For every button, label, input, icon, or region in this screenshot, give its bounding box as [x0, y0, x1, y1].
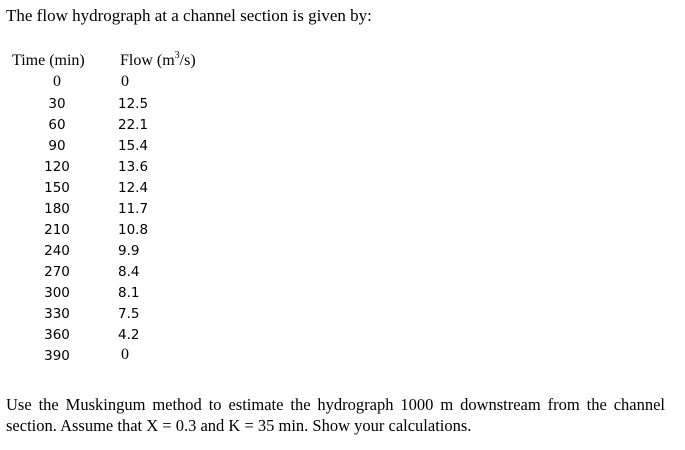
time-cell: 240 [44, 243, 70, 259]
hydrograph-table [0, 72, 260, 366]
flow-header-prefix: Flow (m [120, 52, 175, 69]
flow-header-suffix: /s) [179, 52, 196, 69]
flow-cell: 8.1 [118, 285, 140, 301]
table-row [0, 303, 260, 324]
time-cell: 90 [48, 138, 66, 154]
flow-cell: 13.6 [118, 159, 149, 175]
flow-cell: 12.4 [118, 180, 149, 196]
flow-cell: 9.9 [118, 243, 140, 259]
flow-cell: 8.4 [118, 264, 140, 280]
table-row [0, 198, 260, 219]
time-cell: 330 [44, 306, 70, 322]
time-cell: 270 [44, 264, 70, 280]
flow-header-exponent: 3 [174, 50, 180, 61]
time-cell: 120 [44, 159, 70, 175]
table-row [0, 324, 260, 345]
table-row [0, 282, 260, 303]
table-row [0, 219, 260, 240]
table-row [0, 261, 260, 282]
question-text: Use the Muskingum method to estimate the hydrograph 1000 m downstream from the channel section. Assume that X = 0.3 and K = 35 min. Show your calculations. [6, 395, 665, 435]
flow-cell: 11.7 [118, 201, 149, 217]
table-row [0, 72, 260, 93]
flow-cell: 0 [121, 346, 129, 363]
flow-column-header [120, 52, 196, 70]
time-cell: 30 [48, 96, 66, 112]
time-cell: 0 [53, 73, 61, 90]
table-row [0, 135, 260, 156]
time-cell: 390 [44, 348, 70, 364]
flow-cell: 10.8 [118, 222, 149, 238]
time-cell: 210 [44, 222, 70, 238]
time-cell: 180 [44, 201, 70, 217]
time-cell: 300 [44, 285, 70, 301]
intro-text: The flow hydrograph at a channel section is given by: [6, 6, 372, 25]
table-row [0, 240, 260, 261]
time-cell: 150 [44, 180, 70, 196]
table-row [0, 345, 260, 366]
flow-cell: 12.5 [118, 96, 149, 112]
table-row [0, 156, 260, 177]
table-row [0, 114, 260, 135]
flow-cell: 0 [121, 73, 129, 90]
table-row [0, 177, 260, 198]
flow-cell: 7.5 [118, 306, 140, 322]
flow-cell: 22.1 [118, 117, 149, 133]
flow-cell: 15.4 [118, 138, 149, 154]
flow-cell: 4.2 [118, 327, 140, 343]
time-cell: 360 [44, 327, 70, 343]
table-row [0, 93, 260, 114]
time-column-header: Time (min) [12, 52, 85, 69]
time-cell: 60 [48, 117, 66, 133]
